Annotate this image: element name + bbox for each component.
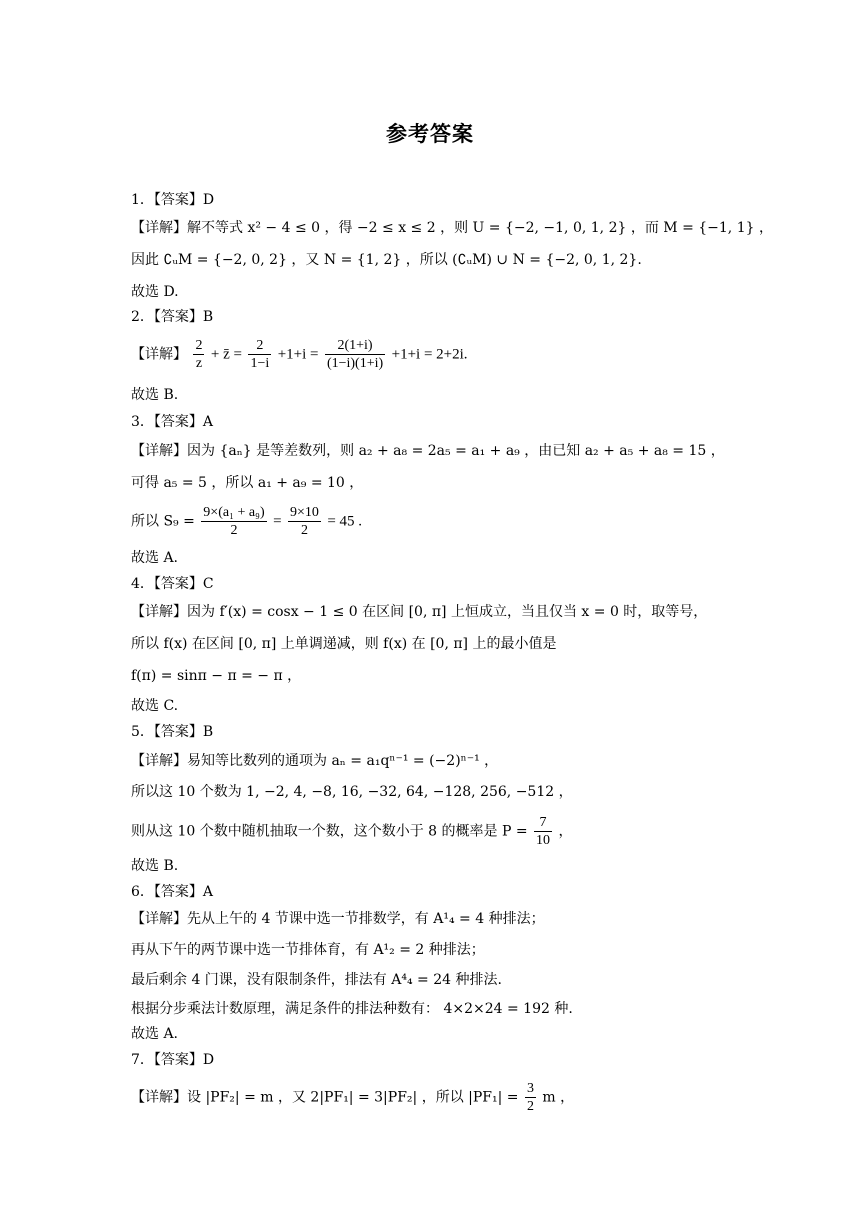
detail-label: 【详解】	[131, 346, 187, 363]
answer-1-heading: 1．【答案】D	[131, 192, 215, 208]
answer-6-detail-line-3: 最后剩余 4 门课，没有限制条件，排法有 A⁴₄ = 24 种排法.	[131, 972, 502, 988]
answer-5-detail-line-2: 所以这 10 个数为 1, −2, 4, −8, 16, −32, 64, −128, 256, −512 ，	[131, 784, 573, 800]
answer-3-choice: 故选 A.	[131, 550, 179, 566]
text: ，	[558, 823, 573, 840]
math-expr: +1+i =	[277, 346, 319, 363]
answer-6-detail-line-4: 根据分步乘法计数原理，满足条件的排法种数有： 4×2×24 = 192 种.	[131, 1001, 573, 1017]
fraction-2-over-z: $\frac{2}{z}$	[195, 338, 203, 371]
answer-6-heading: 6．【答案】A	[131, 884, 214, 900]
fraction-sum-formula: $\frac{\text{9×(a₁ + a₉)}}{2}$	[203, 505, 265, 538]
answer-6-choice: 故选 A.	[131, 1026, 179, 1042]
text: 则从这 10 个数中随机抽取一个数，这个数小于 8 的概率是 P =	[131, 823, 528, 840]
answer-5-detail-line-3	[131, 814, 572, 849]
answer-2-heading: 2．【答案】B	[131, 309, 214, 325]
answer-3-detail-line-2: 可得 a₅ = 5 ，所以 a₁ + a₉ = 10 ，	[131, 475, 364, 491]
fraction-rationalized: $\frac{2(1+i)}{(1-i)(1+i)}$	[326, 338, 384, 371]
fraction-2-over-1-minus-i: $\frac{2}{1-i}$	[250, 338, 270, 371]
answer-1-choice: 故选 D.	[131, 284, 179, 300]
fraction-3-over-2: $\frac{3}{2}$	[526, 1081, 534, 1114]
answer-3-detail-line-1: 【详解】因为 {aₙ} 是等差数列，则 a₂ + a₈ = 2a₅ = a₁ + a₉ ，由已知 a₂ + a₅ + a₈ = 15 ，	[131, 443, 725, 459]
answer-7-detail-line-1	[131, 1080, 574, 1115]
answer-4-choice: 故选 C.	[131, 698, 179, 714]
answer-1-detail-line-2: 因此 ∁ᵤM = {−2, 0, 2} ，又 N = {1, 2} ，所以 (∁ᵤM) ∪ N = {−2, 0, 1, 2}.	[131, 252, 642, 268]
text: 【详解】设 |PF₂| = m ，又 2|PF₁| = 3|PF₂| ，所以 |PF₁| =	[131, 1089, 519, 1106]
answer-3-detail-line-3	[131, 504, 362, 539]
math-expr: +1+i = 2+2i.	[391, 346, 468, 363]
answer-6-detail-line-2: 再从下午的两节课中选一节排体育，有 A¹₂ = 2 种排法；	[131, 942, 485, 958]
answer-2-detail	[131, 337, 468, 372]
math-expr: = 45 .	[327, 513, 363, 530]
answer-4-heading: 4．【答案】C	[131, 576, 214, 592]
answer-7-heading: 7．【答案】D	[131, 1052, 215, 1068]
answer-4-detail-line-2: 所以 f(x) 在区间 [0, π] 上单调递减，则 f(x) 在 [0, π] 上的最小值是	[131, 636, 557, 652]
math-expr: + z̄ =	[210, 346, 242, 363]
answer-5-detail-line-1: 【详解】易知等比数列的通项为 aₙ = a₁qⁿ⁻¹ = (−2)ⁿ⁻¹ ，	[131, 753, 499, 769]
answer-4-detail-line-1: 【详解】因为 f′(x) = cosx − 1 ≤ 0 在区间 [0, π] 上恒成立，当且仅当 x = 0 时，取等号，	[131, 604, 708, 620]
page-title: 参考答案	[386, 122, 474, 146]
fraction-probability: $\frac{7}{10}$	[536, 815, 551, 848]
answer-5-choice: 故选 B.	[131, 858, 179, 874]
fraction-9x10-over-2: $\frac{9\times 10}{2}$	[289, 505, 319, 538]
answer-5-heading: 5．【答案】B	[131, 724, 214, 740]
answer-1-detail-line-1: 【详解】解不等式 x² − 4 ≤ 0 ，得 −2 ≤ x ≤ 2 ，则 U = {−2, −1, 0, 1, 2} ，而 M = {−1, 1} ，	[131, 220, 773, 236]
text: 所以 S₉ =	[131, 513, 195, 530]
answer-3-heading: 3．【答案】A	[131, 414, 214, 430]
math-expr: =	[273, 513, 282, 530]
text: m ，	[542, 1089, 575, 1106]
answer-2-choice: 故选 B.	[131, 387, 179, 403]
answer-4-detail-line-3: f(π) = sinπ − π = − π ，	[131, 668, 302, 684]
answer-6-detail-line-1: 【详解】先从上午的 4 节课中选一节排数学，有 A¹₄ = 4 种排法；	[131, 911, 545, 927]
